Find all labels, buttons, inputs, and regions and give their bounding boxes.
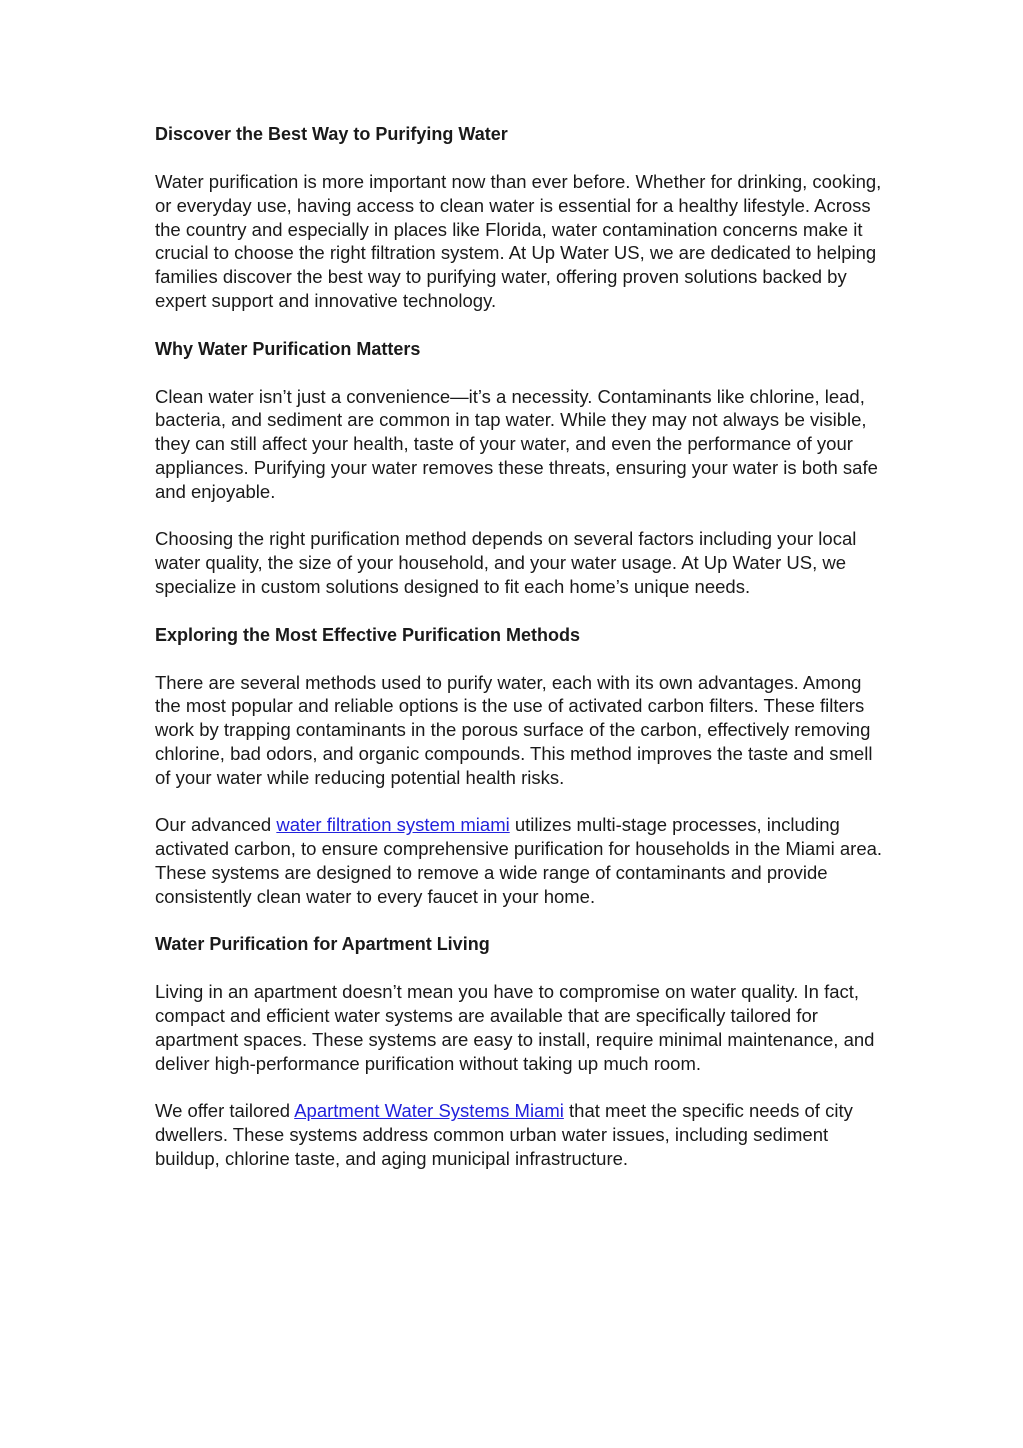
section-heading-why-matters: Why Water Purification Matters bbox=[155, 338, 421, 359]
link-paragraph-text-after: that meet the specific needs of city dwellers. These systems address common urban water issues, including sediment buildup, chlorine taste, and aging municipal infrastructure. bbox=[155, 1100, 853, 1169]
paragraph-carbon-filters: There are several methods used to purify water, each with its own advantages. Among the most popular and reliable options is the use of activated carbon filters. These filters work by trapping contaminants in the porous surface of the carbon, effectively removing chlorine, bad odors, and organic compounds. This method improves the taste and smell of your water while reducing potential health risks. bbox=[155, 671, 873, 788]
section-heading-discover: Discover the Best Way to Purifying Water bbox=[155, 124, 508, 144]
apartment-water-systems-miami-link[interactable]: Apartment Water Systems Miami bbox=[294, 1100, 564, 1122]
paragraph-filtration-system bbox=[155, 813, 885, 908]
document-page bbox=[155, 122, 885, 1194]
link-paragraph-text-after: utilizes multi-stage processes, including activated carbon, to ensure comprehensive purification for households in the Miami area. These systems are designed to remove a wide range of contaminants and provide consistently clean water to every faucet in your home. bbox=[155, 814, 883, 907]
section-heading-methods: Exploring the Most Effective Purification Methods bbox=[155, 624, 581, 645]
paragraph-clean-water: Clean water isn’t just a convenience—it’s a necessity. Contaminants like chlorine, lead, bacteria, and sediment are common in tap water. While they may not always be visible, they can still affect your health, taste of your water, and even the performance of your appliances. Purifying your water removes these threats, ensuring your water is both safe and enjoyable. bbox=[155, 385, 878, 502]
section-heading-apartment: Water Purification for Apartment Living bbox=[155, 934, 490, 955]
paragraph-choosing-method: Choosing the right purification method depends on several factors including your local water quality, the size of your household, and your water usage. At Up Water US, we specialize in custom solutions designed to fit each home’s unique needs. bbox=[155, 528, 857, 597]
paragraph-intro: Water purification is more important now than ever before. Whether for drinking, cooking, or everyday use, having access to clean water is essential for a healthy lifestyle. Across the country and especially in places like Florida, water contamination concerns make it crucial to choose the right filtration system. At Up Water US, we are dedicated to helping families discover the best way to purifying water, offering proven solutions backed by expert support and innovative technology. bbox=[155, 171, 882, 311]
paragraph-apartment-living: Living in an apartment doesn’t mean you have to compromise on water quality. In fact, compact and efficient water systems are available that are specifically tailored for apartment spaces. These systems are easy to install, require minimal maintenance, and deliver high-performance purification without taking up much room. bbox=[155, 981, 875, 1074]
link-paragraph-text-before: Our advanced bbox=[155, 814, 277, 836]
paragraph-apartment-systems bbox=[155, 1099, 885, 1170]
water-filtration-system-miami-link[interactable]: water filtration system miami bbox=[276, 814, 510, 836]
link-paragraph-text-before: We offer tailored bbox=[155, 1100, 295, 1122]
